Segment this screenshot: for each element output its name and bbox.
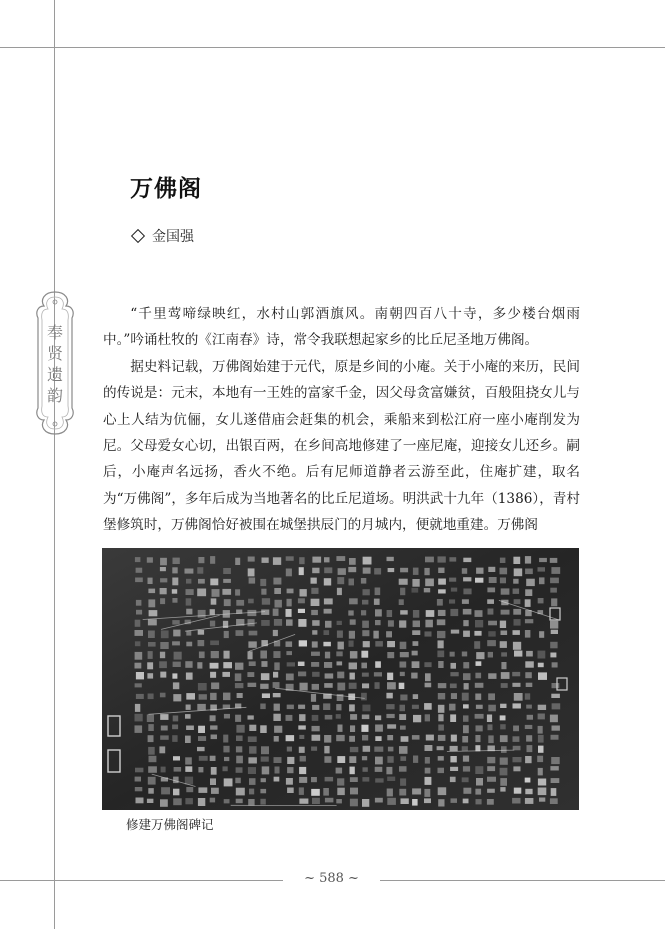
footer-rule-left [0, 880, 283, 881]
tab-char: 奉 [46, 323, 63, 342]
footer-rule-right [380, 880, 665, 881]
stele-rubbing-image [102, 548, 579, 810]
tab-char: 遗 [46, 365, 63, 384]
diamond-icon [131, 229, 145, 243]
article-body [103, 301, 580, 539]
stele-rubbing-photo [102, 548, 579, 810]
author-name: 金国强 [152, 229, 194, 245]
page-number: ~ 588 ~ [304, 871, 359, 886]
paragraph: 据史料记载，万佛阁始建于元代，原是乡间的小庵。关于小庵的来历，民间的传说是：元末，本地有一王姓的富家千金，因父母贪富嫌贫，百般阻挠女儿与心上人结为伉俪，女儿遂借庙会赶集的机会，乘船来到松江府一座小庵削发为尼。父母爱女心切，出银百两，在乡间高地修建了一座尼庵，迎接女儿还乡。嗣后，小庵声名远扬，香火不绝。后有尼师道静者云游至此，住庵扩建，取名为“万佛阁”，多年后成为当地著名的比丘尼道场。明洪武十九年（1386），青村堡修筑时，万佛阁恰好被围在城堡拱辰门的月城内，便就地重建。万佛阁 [103, 358, 580, 534]
article-title: 万佛阁 [130, 176, 202, 202]
author-line [131, 226, 194, 246]
paragraph: “千里莺啼绿映红，水村山郭酒旗风。南朝四百八十寺，多少楼台烟雨中。”吟诵杜牧的《江南春》诗，常令我联想起家乡的比丘尼圣地万佛阁。 [103, 306, 580, 349]
header-rule [0, 47, 665, 48]
section-tab [30, 288, 80, 438]
tab-char: 韵 [46, 386, 63, 405]
margin-rule [54, 0, 55, 929]
figure-caption: 修建万佛阁碑记 [126, 817, 214, 832]
tab-char: 贤 [46, 344, 63, 363]
